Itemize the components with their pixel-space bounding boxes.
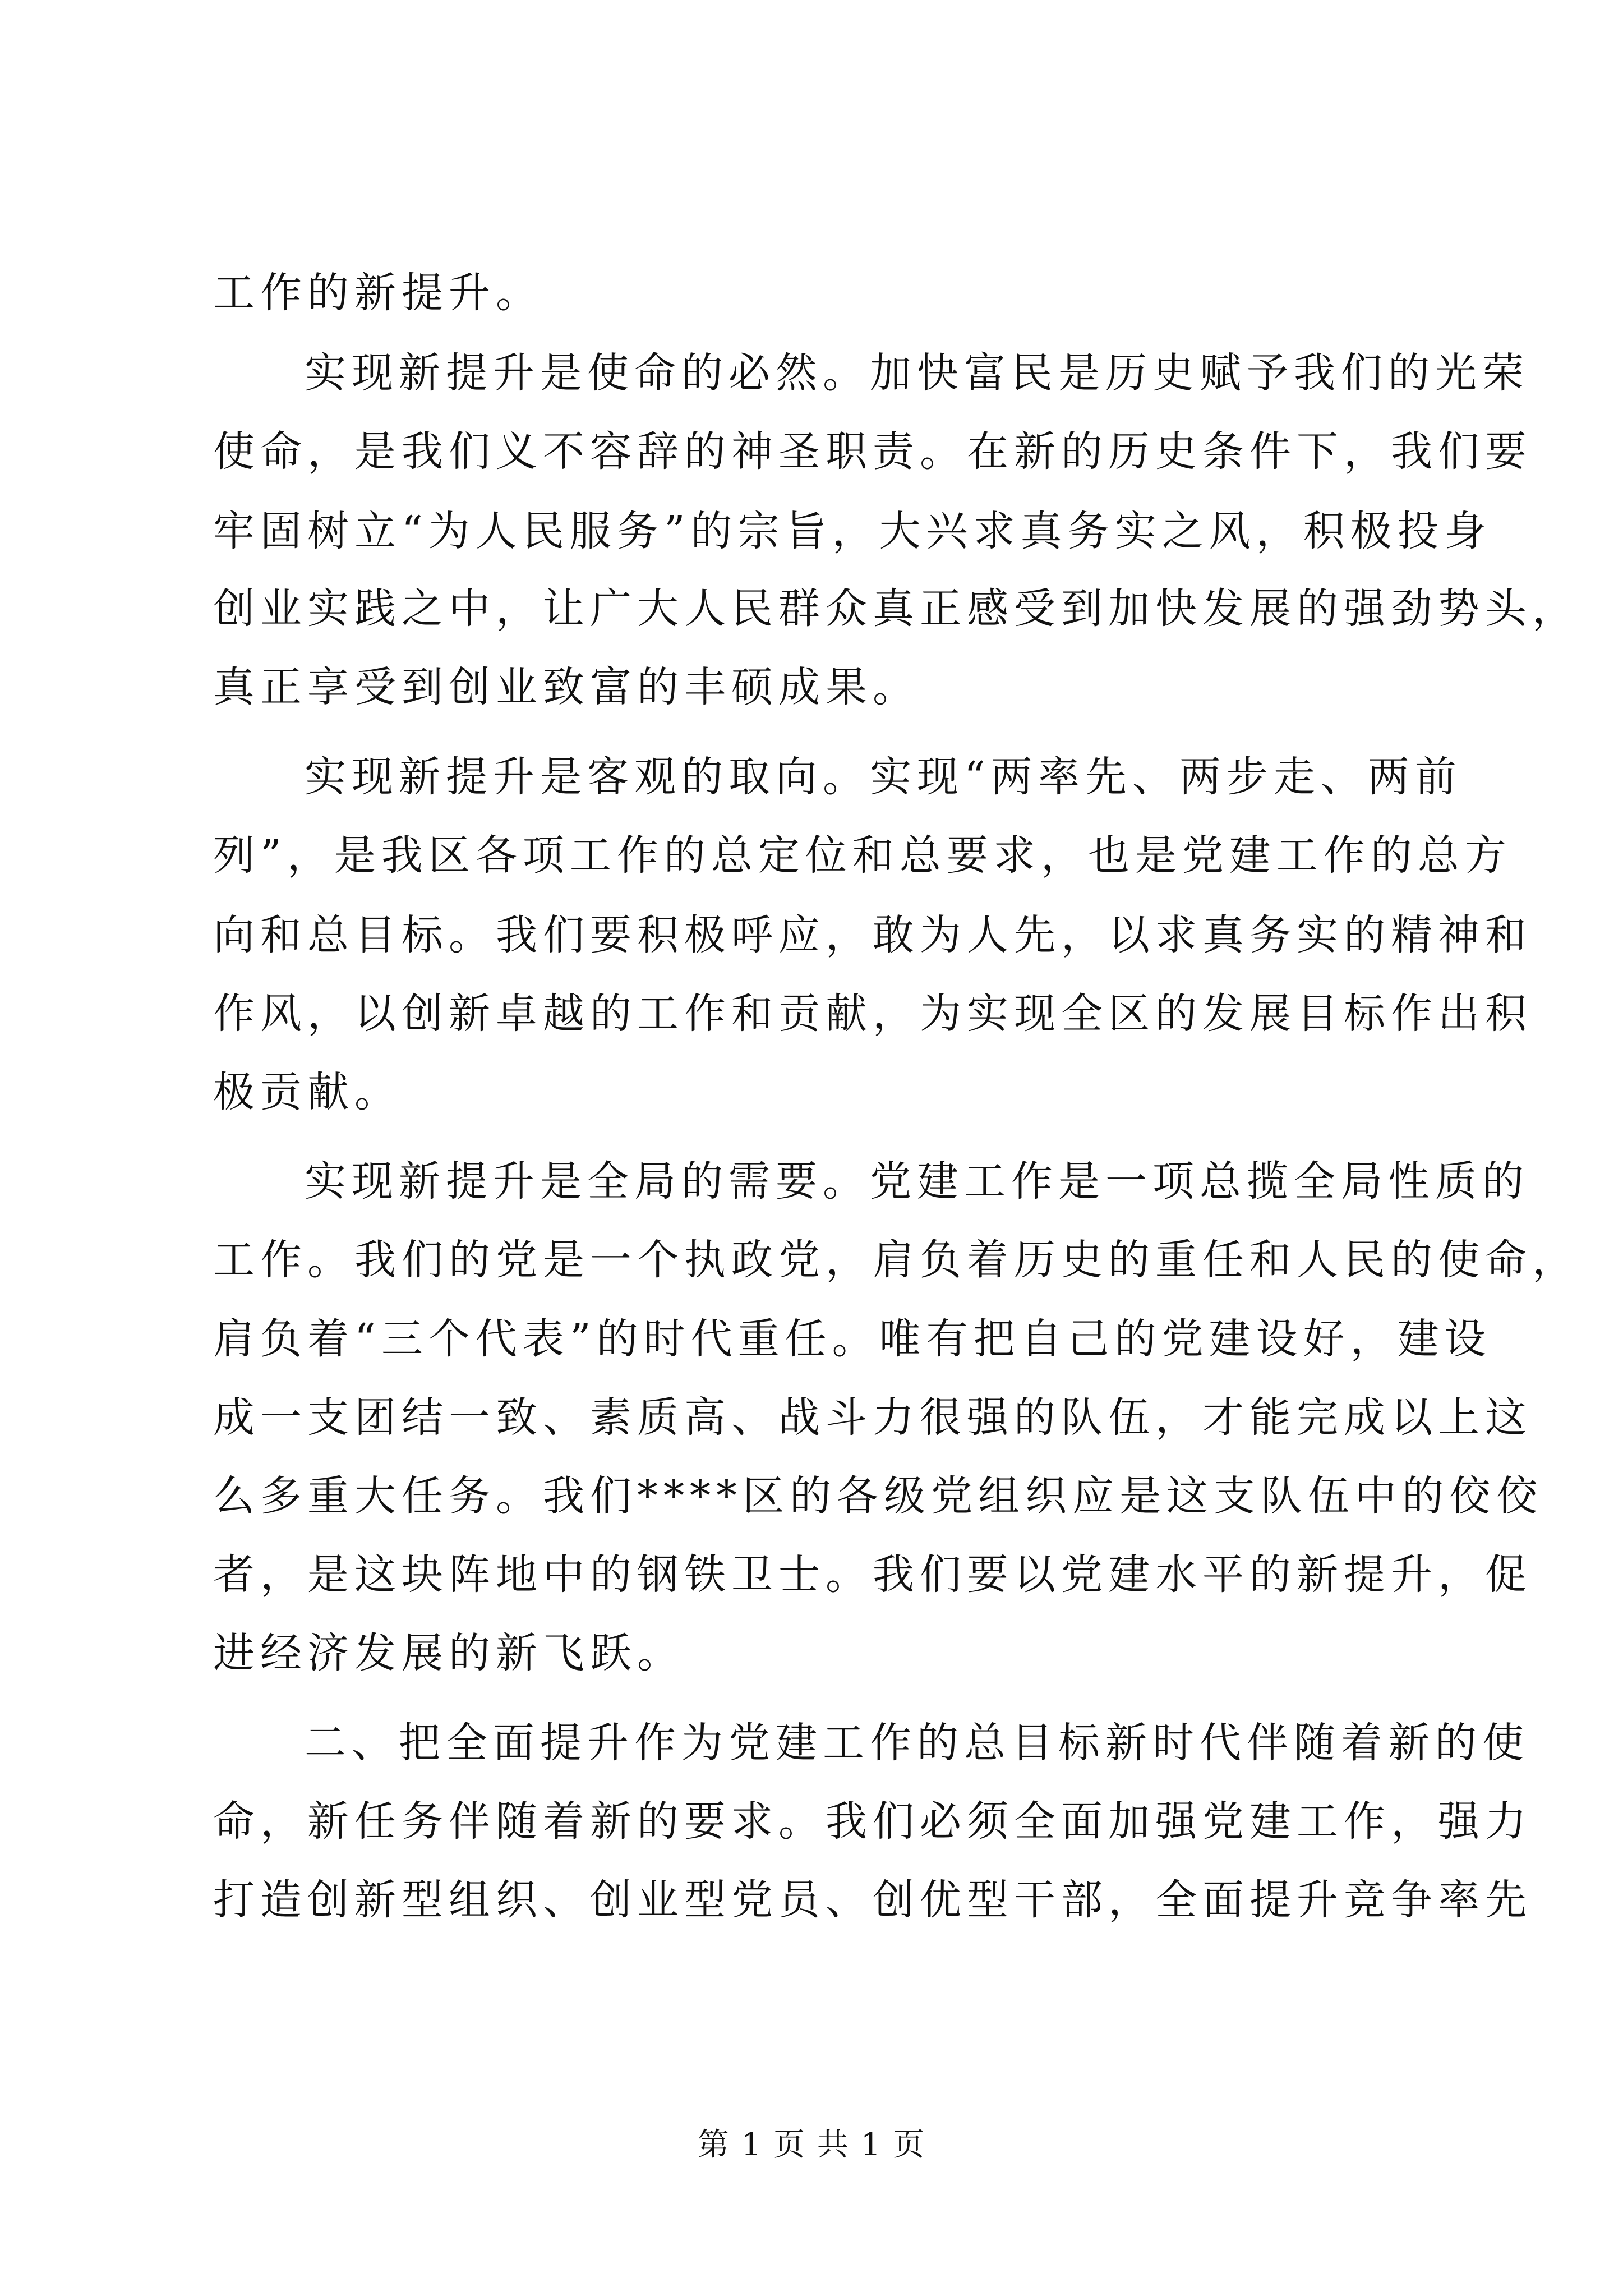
text-line: 列”，是我区各项工作的总定位和总要求，也是党建工作的总方 bbox=[213, 831, 1512, 880]
text-line: 实现新提升是全局的需要。党建工作是一项总揽全局性质的 bbox=[305, 1157, 1529, 1205]
text-line: 命，新任务伴随着新的要求。我们必须全面加强党建工作，强力 bbox=[213, 1797, 1532, 1846]
text-line: 工作的新提升。 bbox=[213, 269, 543, 317]
page-footer: 第 1 页 共 1 页 bbox=[697, 2127, 926, 2163]
text-line: 创业实践之中，让广大人民群众真正感受到加快发展的强劲势头， bbox=[213, 585, 1579, 633]
text-line: 真正享受到创业致富的丰硕成果。 bbox=[213, 663, 920, 711]
text-line: 极贡献。 bbox=[213, 1068, 402, 1116]
text-line: 工作。我们的党是一个执政党，肩负着历史的重任和人民的使命， bbox=[213, 1236, 1579, 1284]
text-line: 使命，是我们义不容辞的神圣职责。在新的历史条件下，我们要 bbox=[213, 427, 1532, 476]
text-line: 者，是这块阵地中的钢铁卫士。我们要以党建水平的新提升，促 bbox=[213, 1550, 1532, 1599]
text-line: 实现新提升是客观的取向。实现“两率先、两步走、两前 bbox=[305, 753, 1462, 801]
text-line: 打造创新型组织、创业型党员、创优型干部，全面提升竞争率先 bbox=[213, 1876, 1532, 1924]
text-line: 作风，以创新卓越的工作和贡献，为实现全区的发展目标作出积 bbox=[213, 990, 1532, 1038]
text-line: 么多重大任务。我们****区的各级党组织应是这支队伍中的佼佼 bbox=[213, 1472, 1543, 1520]
text-line: 成一支团结一致、素质高、战斗力很强的队伍，才能完成以上这 bbox=[213, 1393, 1532, 1442]
text-line: 进经济发展的新飞跃。 bbox=[213, 1629, 684, 1677]
text-line: 向和总目标。我们要积极呼应，敢为人先，以求真务实的精神和 bbox=[213, 911, 1532, 959]
text-line: 实现新提升是使命的必然。加快富民是历史赋予我们的光荣 bbox=[305, 349, 1529, 397]
text-line: 牢固树立“为人民服务”的宗旨，大兴求真务实之风，积极投身 bbox=[213, 507, 1492, 555]
text-line: 肩负着“三个代表”的时代重任。唯有把自己的党建设好，建设 bbox=[213, 1315, 1492, 1363]
text-line: 二、把全面提升作为党建工作的总目标新时代伴随着新的使 bbox=[305, 1719, 1529, 1767]
